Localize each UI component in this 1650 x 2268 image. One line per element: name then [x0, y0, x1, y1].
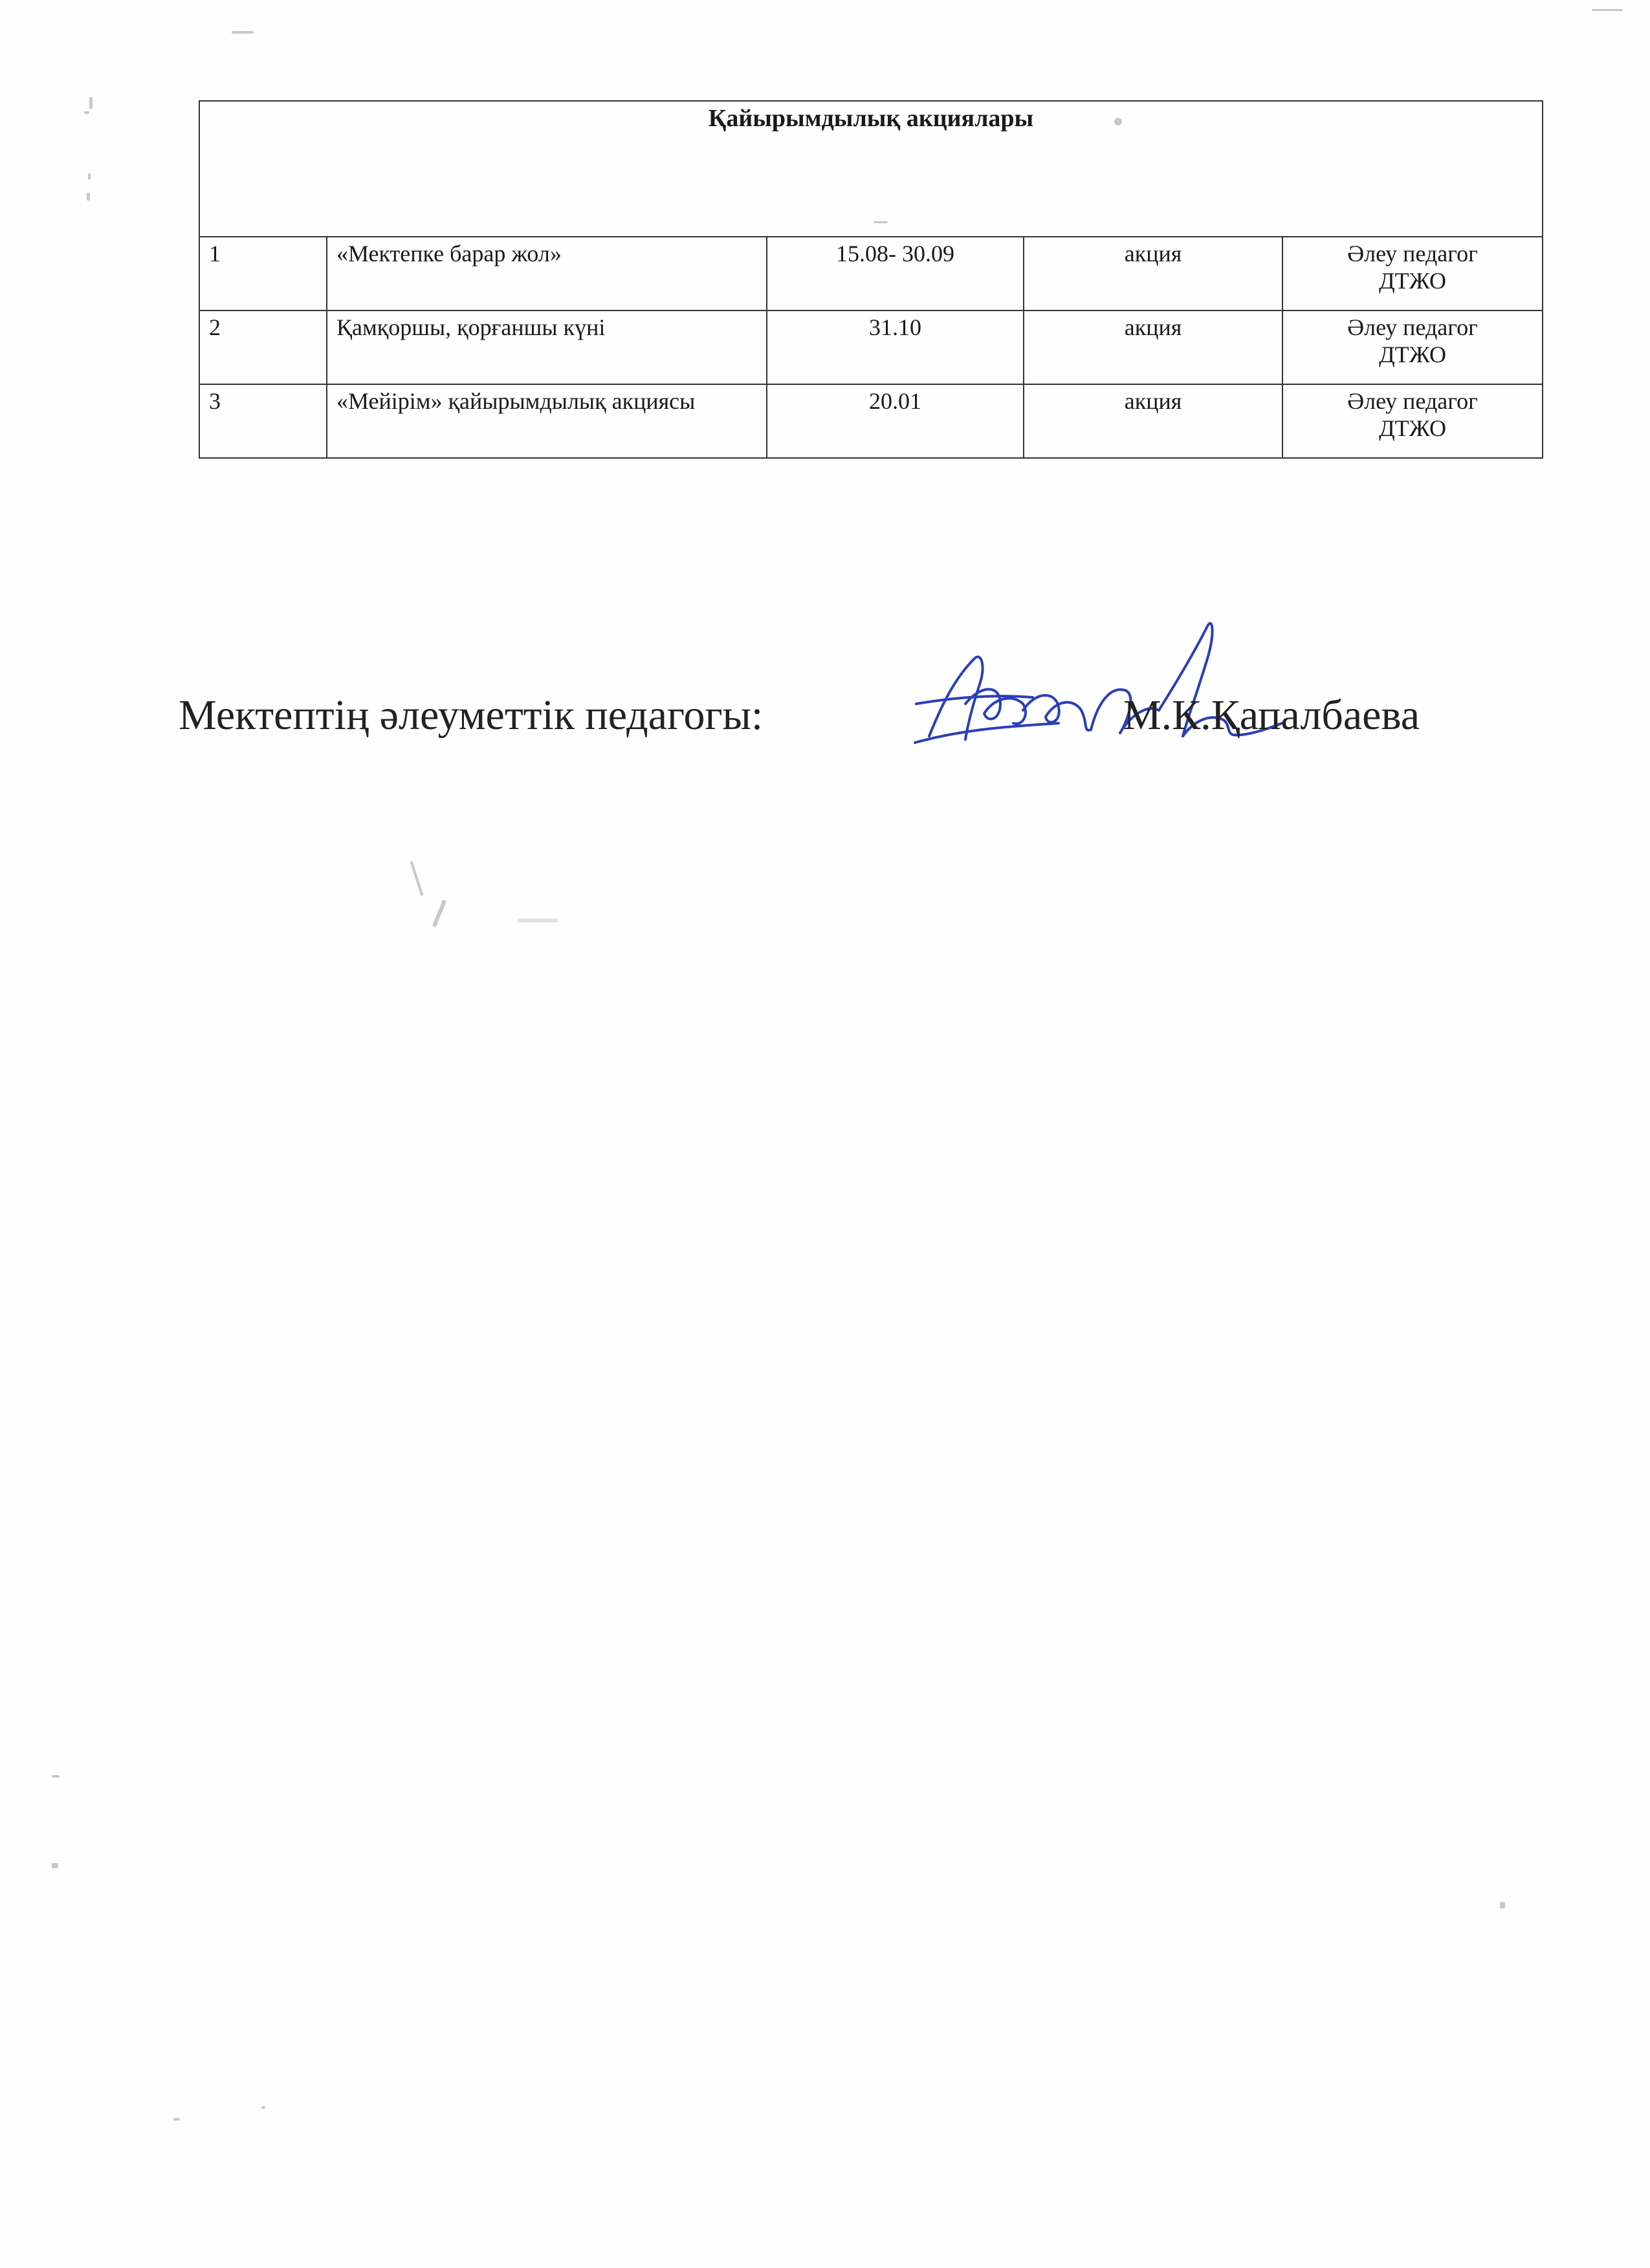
scan-speck: [88, 173, 91, 180]
table-row: [199, 311, 1543, 384]
scan-speck: [173, 2118, 180, 2121]
section-title: Қайырымдылық акциялары: [199, 101, 1543, 237]
section-header-row: [199, 101, 1543, 237]
scan-speck: [87, 193, 90, 201]
scan-speck: [1500, 1902, 1505, 1908]
responsible-role: Әлеу педагог: [1347, 388, 1478, 414]
responsible-role: Әлеу педагог: [1347, 314, 1478, 340]
event-name: «Мектепке барар жол»: [327, 237, 767, 311]
responsible-role: Әлеу педагог: [1347, 241, 1478, 267]
row-number: 3: [199, 384, 327, 458]
signature-block: [179, 684, 1537, 756]
signatory-name: М.К.Қапалбаева: [1123, 692, 1420, 739]
event-form: акция: [1024, 237, 1282, 311]
table-row: [199, 384, 1543, 458]
responsible-cell: [1282, 237, 1543, 311]
row-number: 2: [199, 311, 327, 384]
charity-actions-table: [199, 100, 1543, 459]
event-form: акция: [1024, 311, 1282, 384]
scan-speck: [432, 899, 446, 927]
signatory-title: Мектептің әлеуметтік педагогы:: [179, 692, 764, 739]
scan-speck: [52, 1775, 60, 1778]
scan-speck: [261, 2106, 265, 2109]
scan-speck: [518, 919, 558, 922]
event-name: Қамқоршы, қорғаншы күні: [327, 311, 767, 384]
scan-speck: [52, 1863, 58, 1868]
event-form: акция: [1024, 384, 1282, 458]
table-row: [199, 237, 1543, 311]
scan-speck: [1592, 9, 1623, 11]
responsible-cell: [1282, 311, 1543, 384]
scan-speck: [232, 31, 254, 34]
event-date: 20.01: [767, 384, 1024, 458]
event-date: 31.10: [767, 311, 1024, 384]
responsible-org: ДТЖО: [1379, 415, 1446, 442]
event-date: 15.08- 30.09: [767, 237, 1024, 311]
responsible-org: ДТЖО: [1379, 268, 1446, 294]
responsible-cell: [1282, 384, 1543, 458]
row-number: 1: [199, 237, 327, 311]
responsible-org: ДТЖО: [1379, 342, 1446, 368]
scan-speck: [410, 861, 423, 896]
scan-speck: [89, 97, 93, 109]
scan-speck: [84, 111, 89, 114]
event-name: «Мейірім» қайырымдылық акциясы: [327, 384, 767, 458]
